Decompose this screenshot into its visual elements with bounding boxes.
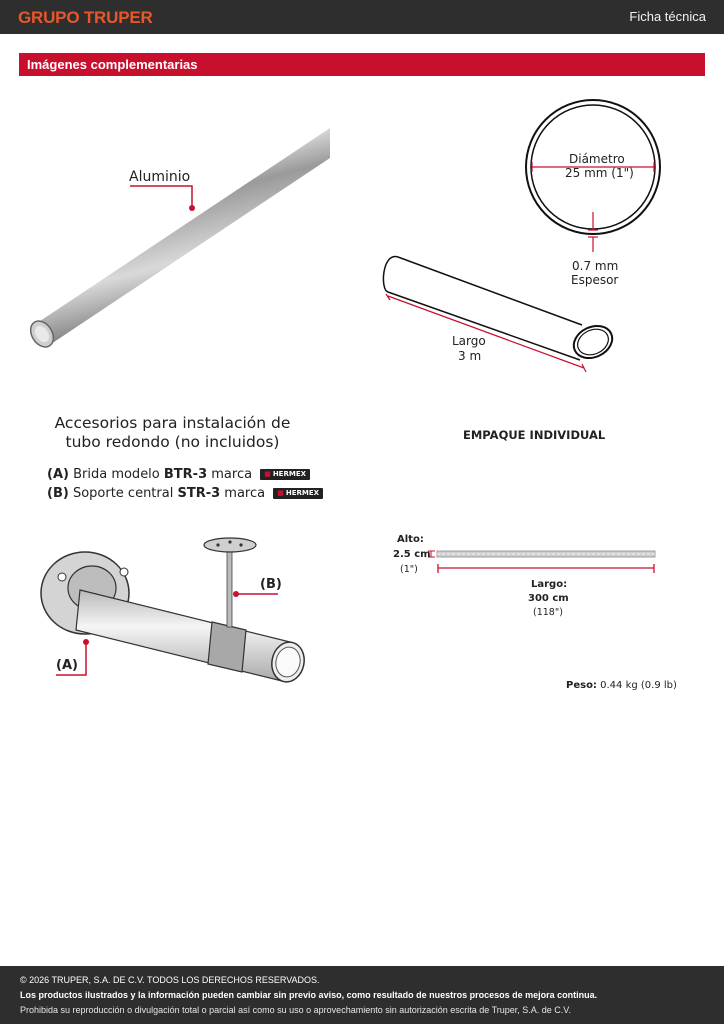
brand-name: HERMEX xyxy=(285,489,320,497)
footer-bar xyxy=(0,966,724,1024)
brand-logo: GRUPO TRUPER xyxy=(18,8,153,27)
package-height-imperial: (1") xyxy=(400,564,418,575)
package-length-value: 300 cm xyxy=(528,593,569,604)
thickness-label: Espesor xyxy=(571,273,619,287)
tube-outline-diagram xyxy=(380,250,620,380)
aluminum-tube-illustration xyxy=(30,120,340,360)
section-header xyxy=(19,53,705,76)
accessory-brand-text: marca xyxy=(207,467,253,482)
thickness-value: 0.7 mm xyxy=(572,259,619,273)
diameter-imperial: (1") xyxy=(611,166,634,180)
callout-b-label: (B) xyxy=(260,577,282,592)
package-weight xyxy=(566,680,677,691)
diameter-value xyxy=(565,166,634,180)
length-value: 3 m xyxy=(458,349,482,363)
package-length-imperial: (118") xyxy=(533,607,563,618)
hermex-badge xyxy=(260,469,310,480)
footer-notice: Los productos ilustrados y la información pueden cambiar sin previo aviso, como resultado de nuestros procesos de mejora continua. xyxy=(20,990,598,1000)
accessory-item-a xyxy=(47,467,310,482)
brand-name: HERMEX xyxy=(272,470,307,478)
accessory-text: Soporte central xyxy=(72,486,178,501)
document-type: Ficha técnica xyxy=(629,9,706,24)
weight-label: Peso: xyxy=(566,680,597,691)
accessory-model: BTR-3 xyxy=(163,467,208,482)
callout-a-label: (A) xyxy=(56,658,78,673)
material-label: Aluminio xyxy=(129,169,191,185)
footer-copyright: © 2026 TRUPER, S.A. DE C.V. TODOS LOS DERECHOS RESERVADOS. xyxy=(20,975,320,985)
accessories-title xyxy=(40,414,305,452)
diameter-label: Diámetro xyxy=(569,152,625,166)
weight-value: 0.44 kg (0.9 lb) xyxy=(600,680,677,691)
installation-illustration xyxy=(40,530,320,700)
header-bar xyxy=(0,0,724,34)
accessories-title-line2: tubo redondo (no incluidos) xyxy=(65,433,280,451)
accessory-text: Brida modelo xyxy=(73,467,164,482)
packaging-title: EMPAQUE INDIVIDUAL xyxy=(463,428,606,442)
accessory-code: (A) xyxy=(47,467,69,482)
accessory-brand-text: marca xyxy=(220,486,266,501)
accessory-model: STR-3 xyxy=(177,486,221,501)
packaging-diagram xyxy=(420,545,670,580)
hermex-badge xyxy=(273,488,323,499)
package-height-value: 2.5 cm xyxy=(393,549,431,560)
accessory-item-b xyxy=(47,486,323,501)
hermex-logo-icon: ■ xyxy=(277,489,284,497)
accessory-code: (B) xyxy=(47,486,69,501)
diameter-metric: 25 mm xyxy=(565,166,608,180)
hermex-logo-icon: ■ xyxy=(264,470,271,478)
package-length-label: Largo: xyxy=(531,579,568,590)
accessories-title-line1: Accesorios para instalación de xyxy=(54,414,291,432)
length-label: Largo xyxy=(452,334,486,348)
section-title: Imágenes complementarias xyxy=(27,57,198,72)
footer-prohibition: Prohibida su reproducción o divulgación total o parcial así como su uso o aprovechamiento sin autorización escrita de Truper, S.A. de C.V. xyxy=(20,1005,571,1015)
package-height-label: Alto: xyxy=(397,534,424,545)
